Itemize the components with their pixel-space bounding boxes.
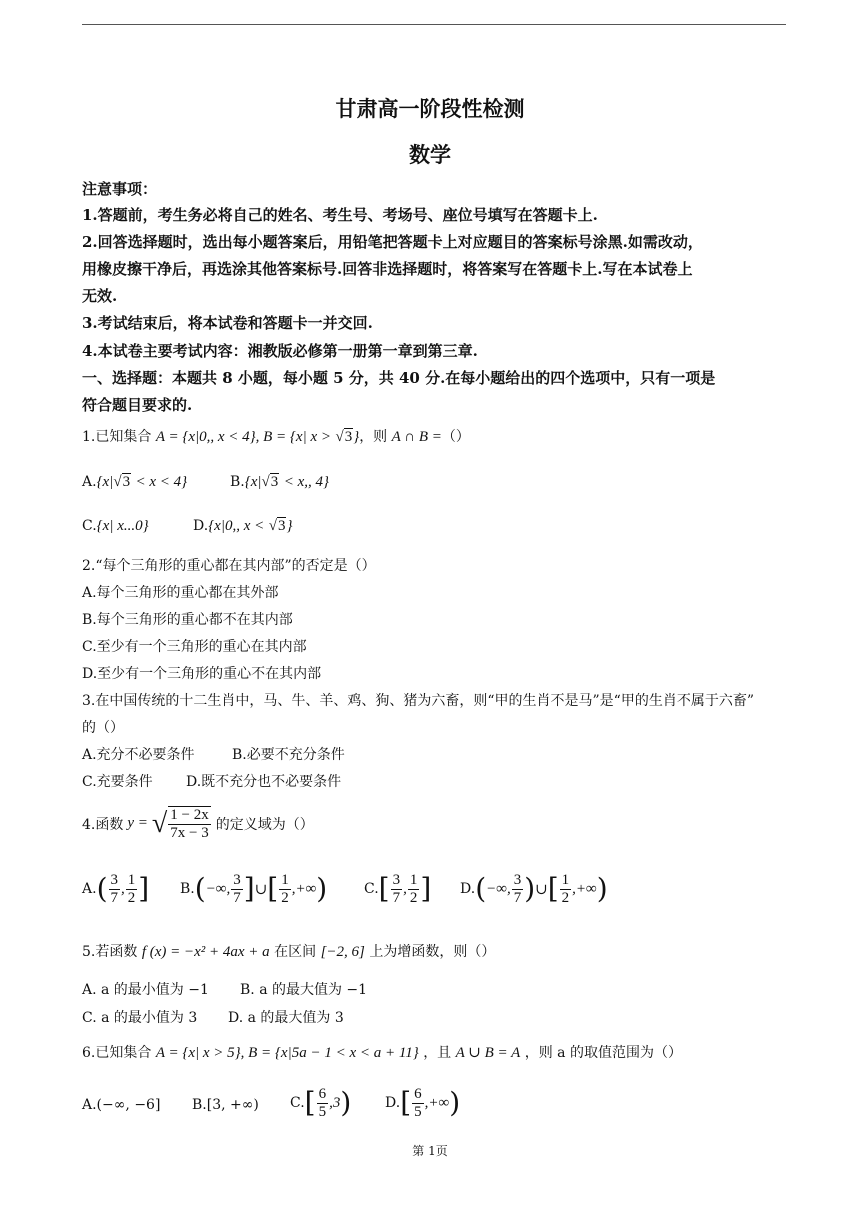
question-1-stem [82, 426, 470, 446]
note-1: 1.答题前，考生务必将自己的姓名、考生号、考场号、座位号填写在答题卡上. [82, 206, 598, 224]
option-label: C. [82, 518, 97, 534]
left-paren: ( [96, 872, 108, 905]
left-bracket: [ [378, 872, 390, 905]
q2-option-a: A.每个三角形的重心都在其外部 [82, 585, 279, 601]
left-bracket: [ [400, 1086, 412, 1119]
q6-option-c [290, 1086, 351, 1120]
fraction-denominator: 2 [561, 889, 570, 906]
fraction-denominator: 5 [414, 1103, 422, 1120]
q5-prefix: 5.若函数 [82, 944, 138, 960]
fraction-denominator: 7 [392, 889, 401, 906]
q1-option-d [193, 518, 292, 535]
option-label: D. [385, 1095, 401, 1111]
q1-prefix: 1.已知集合 [82, 429, 152, 445]
q6-option-b: B.[3, +∞) [192, 1097, 259, 1113]
right-bracket: ] [243, 872, 255, 905]
fraction [391, 872, 403, 906]
right-paren: ) [524, 872, 536, 905]
fraction-numerator: 1 − 2x [170, 807, 209, 823]
q4-prefix: 4.函数 [82, 816, 124, 833]
q1-expression: A ∩ B = [391, 429, 442, 445]
fraction-numerator: 3 [392, 872, 401, 888]
left-bracket: [ [267, 872, 279, 905]
fraction [412, 1086, 424, 1120]
left-paren: ( [475, 872, 487, 905]
notes-heading: 注意事项： [82, 180, 158, 198]
q5-interval: [−2, 6] [320, 944, 365, 960]
q4-option-c [364, 872, 431, 906]
question-2-stem: 2.“每个三角形的重心都在其内部”的否定是（） [82, 558, 376, 574]
neg-infinity: −∞, [486, 880, 511, 897]
option-text: < x,, 4} [283, 474, 329, 490]
q5-option-a: A. a 的最小值为 −1 [82, 982, 209, 998]
sqrt-symbol: √3 [261, 474, 279, 490]
q5-option-d: D. a 的最大值为 3 [228, 1010, 344, 1026]
note-2-line-1: 2.回答选择题时，选出每小题答案后，用铅笔把答题卡上对应题目的答案标号涂黑.如需改动， [82, 233, 703, 251]
left-bracket: [ [304, 1086, 316, 1119]
fraction-denominator: 5 [318, 1103, 327, 1120]
right-paren: ) [449, 1086, 461, 1119]
radicand: 3 [277, 518, 286, 534]
q1-answer-paren: （） [441, 429, 470, 445]
option-text: < x < 4} [135, 474, 188, 490]
top-rule [82, 24, 786, 25]
q5-mid: 在区间 [274, 944, 317, 960]
q4-suffix: 的定义域为（） [215, 816, 314, 833]
option-label: D. [460, 881, 476, 897]
left-paren: ( [194, 872, 206, 905]
union-symbol: ∪ [535, 881, 548, 898]
fraction-denominator: 7 [513, 889, 522, 906]
radicand: 3 [270, 474, 279, 490]
fraction [512, 872, 524, 906]
option-label: A. [82, 881, 97, 897]
sqrt-symbol: √3 [268, 518, 286, 534]
q2-option-b: B.每个三角形的重心都不在其内部 [82, 612, 293, 628]
q5-option-b: B. a 的最大值为 −1 [240, 982, 368, 998]
neg-infinity: −∞, [205, 880, 231, 897]
q1-option-c [82, 518, 149, 535]
page-number: 第 1页 [412, 1144, 448, 1158]
option-label: B. [180, 881, 195, 897]
right-bracket: ] [138, 872, 150, 905]
right-bracket: ] [420, 872, 432, 905]
fraction-numerator: 6 [318, 1086, 327, 1102]
q6-suffix: ，则 a 的取值范围为（） [524, 1045, 682, 1061]
sqrt-symbol: √3 [113, 474, 131, 490]
fraction [408, 872, 420, 906]
option-label: D. [193, 518, 209, 534]
option-text: } [286, 518, 293, 534]
option-text: ,3 [329, 1094, 341, 1111]
q2-option-d: D.至少有一个三角形的重心不在其内部 [82, 666, 322, 682]
comma: , [403, 880, 407, 897]
fraction-denominator: 7 [233, 889, 241, 906]
fraction [279, 872, 291, 906]
q1-suffix: ，则 [359, 429, 388, 445]
q4-option-a [82, 872, 149, 906]
q1-set-b-lead: , B = {x| x > [255, 429, 331, 445]
note-2-line-3: 无效. [82, 287, 118, 305]
radicand: 3 [122, 474, 131, 490]
fraction [109, 872, 121, 906]
left-bracket: [ [547, 872, 559, 905]
fraction-numerator: 1 [127, 872, 136, 888]
fraction-numerator: 1 [409, 872, 418, 888]
q1-set-a: A = {x|0,, x < 4} [155, 429, 256, 445]
note-2-line-2: 用橡皮擦干净后，再选涂其他答案标号.回答非选择题时，将答案写在答题卡上.写在本试卷上 [82, 260, 693, 278]
q5-function: f (x) = −x² + 4ax + a [141, 944, 270, 960]
q6-condition: A ∪ B = A [455, 1045, 521, 1061]
q6-mid: ，且 [423, 1045, 452, 1061]
q4-fraction [168, 806, 210, 841]
q6-option-d [385, 1086, 460, 1120]
fraction-numerator: 6 [414, 1086, 422, 1102]
q1-set-b-end: } [353, 429, 360, 445]
q1-set-b-radicand: 3 [344, 429, 353, 445]
fraction-numerator: 1 [281, 872, 289, 888]
question-3-stem-line-2: 的（） [82, 720, 124, 736]
right-paren: ) [596, 872, 608, 905]
option-text: {x| [244, 474, 262, 490]
section-1-heading-line-2: 符合题目要求的. [82, 396, 193, 414]
q3-option-d: D.既不充分也不必要条件 [186, 774, 342, 790]
union-symbol: ∪ [254, 881, 268, 898]
fraction-denominator: 7 [110, 889, 118, 906]
fraction-denominator: 7x − 3 [170, 824, 209, 841]
fraction-denominator: 2 [409, 889, 418, 906]
q2-option-c: C.至少有一个三角形的重心在其内部 [82, 639, 307, 655]
option-label: B. [230, 474, 245, 490]
question-3-stem-line-1: 3.在中国传统的十二生肖中，马、牛、羊、鸡、狗、猪为六畜，则“甲的生肖不是马”是“甲的生肖不属于六畜” [82, 693, 754, 709]
q1-option-a [82, 474, 187, 491]
q4-option-b [180, 872, 327, 906]
q4-y: y = [127, 815, 148, 831]
option-label: C. [364, 881, 379, 897]
sqrt-symbol: √3 [335, 429, 353, 445]
fraction-numerator: 3 [233, 872, 241, 888]
q3-option-b: B.必要不充分条件 [232, 747, 345, 763]
fraction-denominator: 2 [127, 889, 136, 906]
fraction-numerator: 3 [110, 872, 118, 888]
q5-suffix: 上为增函数，则（） [369, 944, 496, 960]
right-paren: ) [340, 1086, 352, 1119]
q4-option-d [460, 872, 608, 906]
q5-option-c: C. a 的最小值为 3 [82, 1010, 198, 1026]
option-label: C. [290, 1095, 305, 1111]
fraction-numerator: 3 [513, 872, 522, 888]
option-text: {x| [96, 474, 114, 490]
pos-infinity: ,+∞ [572, 880, 597, 897]
fraction-numerator: 1 [561, 872, 570, 888]
option-label: A. [82, 474, 97, 490]
q1-option-b [230, 474, 329, 491]
fraction [317, 1086, 329, 1120]
question-4-stem [82, 806, 314, 841]
sqrt-symbol: √ [151, 807, 168, 839]
fraction [126, 872, 138, 906]
comma: , [121, 880, 125, 897]
question-5-stem [82, 941, 495, 961]
fraction [231, 872, 243, 906]
option-text: ,+∞ [424, 1094, 450, 1111]
question-6-stem [82, 1042, 682, 1062]
note-3: 3.考试结束后，将本试卷和答题卡一并交回. [82, 314, 373, 332]
section-1-heading-line-1: 一、选择题：本题共 8 小题，每小题 5 分，共 40 分.在每小题给出的四个选项中，只有一项是 [82, 369, 716, 387]
exam-title: 甘肃高一阶段性检测 [335, 96, 525, 121]
q6-prefix: 6.已知集合 [82, 1045, 152, 1061]
fraction-denominator: 2 [281, 889, 289, 906]
option-text: {x|0,, x < [208, 518, 265, 534]
pos-infinity: ,+∞ [291, 880, 317, 897]
right-paren: ) [316, 872, 328, 905]
fraction [560, 872, 572, 906]
q3-option-a: A.充分不必要条件 [82, 747, 195, 763]
q6-option-a: A.(−∞, −6] [82, 1097, 161, 1113]
option-text: {x| x...0} [96, 518, 149, 534]
subject-title: 数学 [409, 142, 451, 167]
q3-option-c: C.充要条件 [82, 774, 153, 790]
q6-sets: A = {x| x > 5}, B = {x|5a − 1 < x < a + 11} [155, 1045, 419, 1061]
note-4: 4.本试卷主要考试内容：湘教版必修第一册第一章到第三章. [82, 342, 478, 360]
